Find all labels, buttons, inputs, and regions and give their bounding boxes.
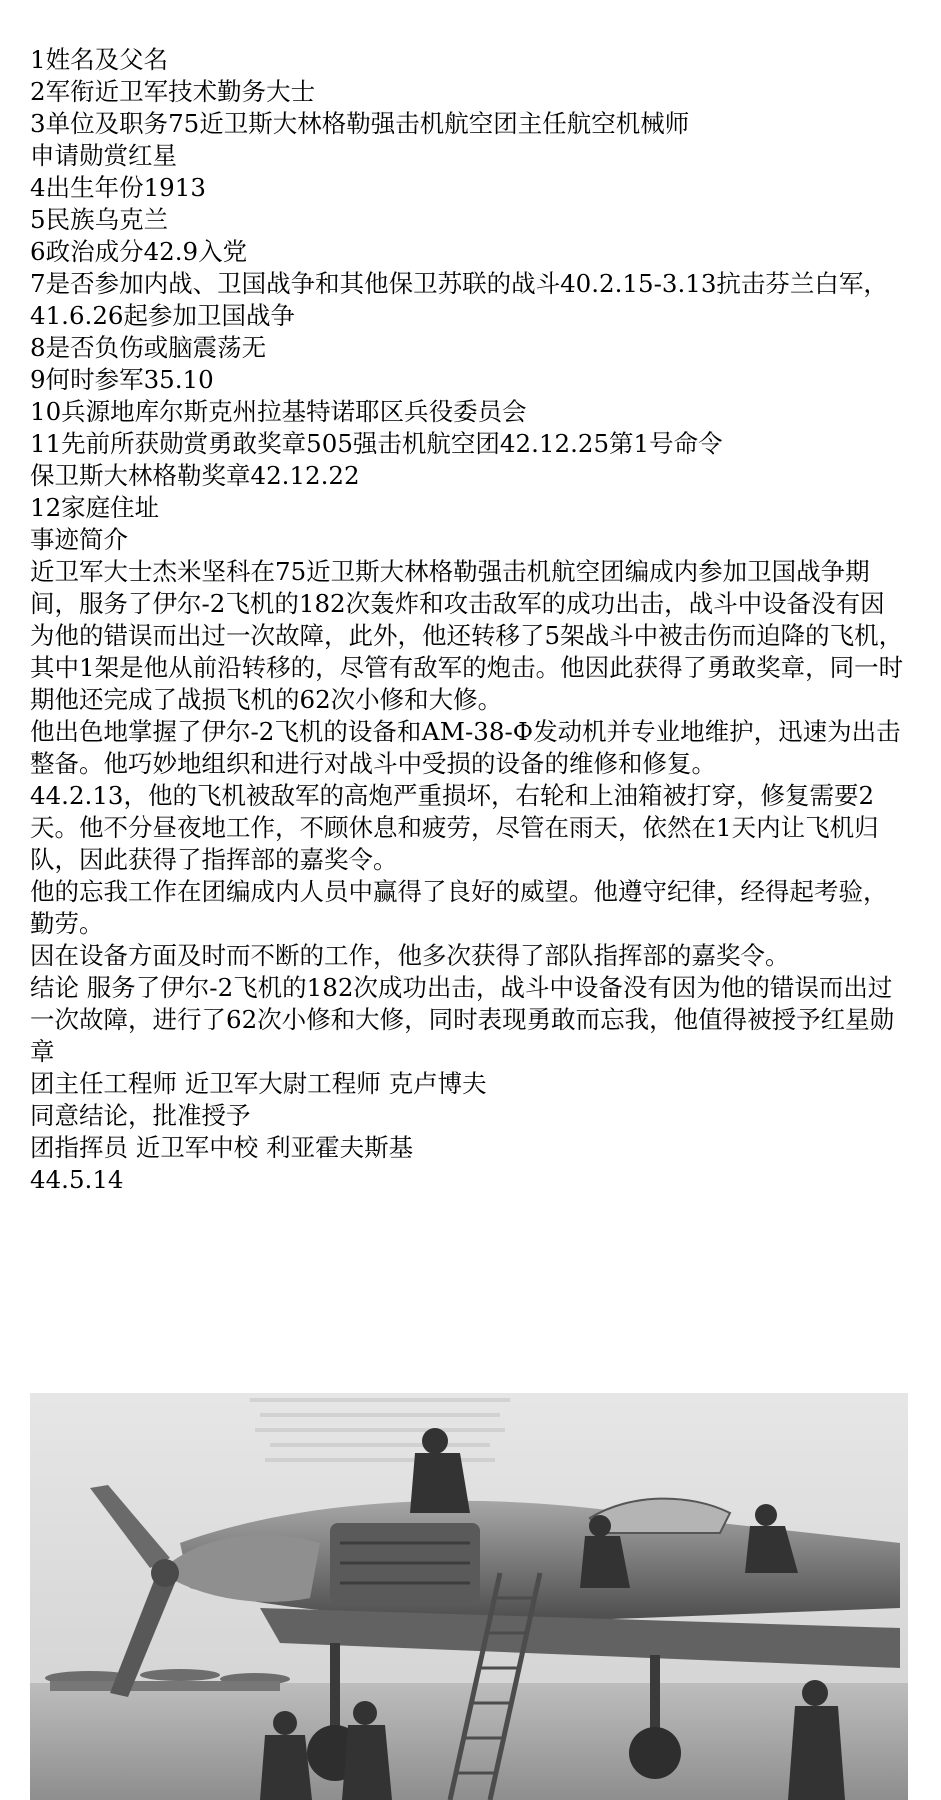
award-document	[30, 44, 908, 1196]
line-unit-position: 3单位及职务75近卫斯大林格勒强击机航空团主任航空机械师	[30, 109, 690, 138]
line-ethnicity: 5民族乌克兰	[30, 205, 169, 234]
paragraph-summary-1: 近卫军大士杰米坚科在75近卫斯大林格勒强击机航空团编成内参加卫国战争期间，服务了伊尔-2飞机的182次轰炸和攻击敌军的成功出击，战斗中设备没有因为他的错误而出过一次故障，此外，他还转移了5架战斗中被击伤而迫降的飞机，其中1架是他从前沿转移的，尽管有敌军的炮击。他因此获得了勇敢奖章，同一时期他还完成了战损飞机的62次小修和大修。	[30, 557, 904, 714]
line-award-requested: 申请勋赏红星	[30, 141, 177, 170]
photo-ground	[30, 1683, 908, 1800]
approval-line: 同意结论，批准授予	[30, 1101, 251, 1130]
paragraph-summary-3: 44.2.13，他的飞机被敌军的高炮严重损坏，右轮和上油箱被打穿，修复需要2天。他不分昼夜地工作，不顾休息和疲劳，尽管在雨天，依然在1天内让飞机归队，因此获得了指挥部的嘉奖令。	[30, 781, 879, 874]
propeller-spinner	[151, 1559, 179, 1587]
line-party: 6政治成分42.9入党	[30, 237, 248, 266]
paragraph-summary-2: 他出色地掌握了伊尔-2飞机的设备和АМ-38-Ф发动机并专业地维护，迅速为出击整备。他巧妙地组织和进行对战斗中受损的设备的维修和修复。	[30, 717, 901, 778]
line-name: 1姓名及父名	[30, 45, 169, 74]
signature-commander: 团指挥员 近卫军中校 利亚霍夫斯基	[30, 1133, 414, 1162]
line-home-address: 12家庭住址	[30, 493, 160, 522]
line-combat-participation: 7是否参加内战、卫国战争和其他保卫苏联的战斗40.2.15-3.13抗击芬兰白军，41.6.26起参加卫国战争	[30, 269, 888, 330]
paragraph-summary-5: 因在设备方面及时而不断的工作，他多次获得了部队指挥部的嘉奖令。	[30, 941, 790, 970]
signature-engineer: 团主任工程师 近卫军大尉工程师 克卢博夫	[30, 1069, 487, 1098]
line-birth-year: 4出生年份1913	[30, 173, 206, 202]
photo-illustration	[30, 1393, 908, 1800]
paragraph-summary-4: 他的忘我工作在团编成内人员中赢得了良好的威望。他遵守纪律，经得起考验，勤劳。	[30, 877, 888, 938]
il-2-maintenance-photo	[30, 1393, 908, 1800]
line-enlistment: 9何时参军35.10	[30, 365, 214, 394]
line-draft-office: 10兵源地库尔斯克州拉基特诺耶区兵役委员会	[30, 397, 527, 426]
line-rank: 2军衔近卫军技术勤务大士	[30, 77, 316, 106]
line-stalingrad-medal: 保卫斯大林格勒奖章42.12.22	[30, 461, 360, 490]
line-previous-awards: 11先前所获勋赏勇敢奖章505强击机航空团42.12.25第1号命令	[30, 429, 723, 458]
section-heading-summary: 事迹简介	[30, 525, 128, 554]
document-date: 44.5.14	[30, 1165, 124, 1194]
line-wounds: 8是否负伤或脑震荡无	[30, 333, 267, 362]
paragraph-conclusion: 结论 服务了伊尔-2飞机的182次成功出击，战斗中设备没有因为他的错误而出过一次故障，进行了62次小修和大修，同时表现勇敢而忘我，他值得被授予红星勋章	[30, 973, 895, 1066]
